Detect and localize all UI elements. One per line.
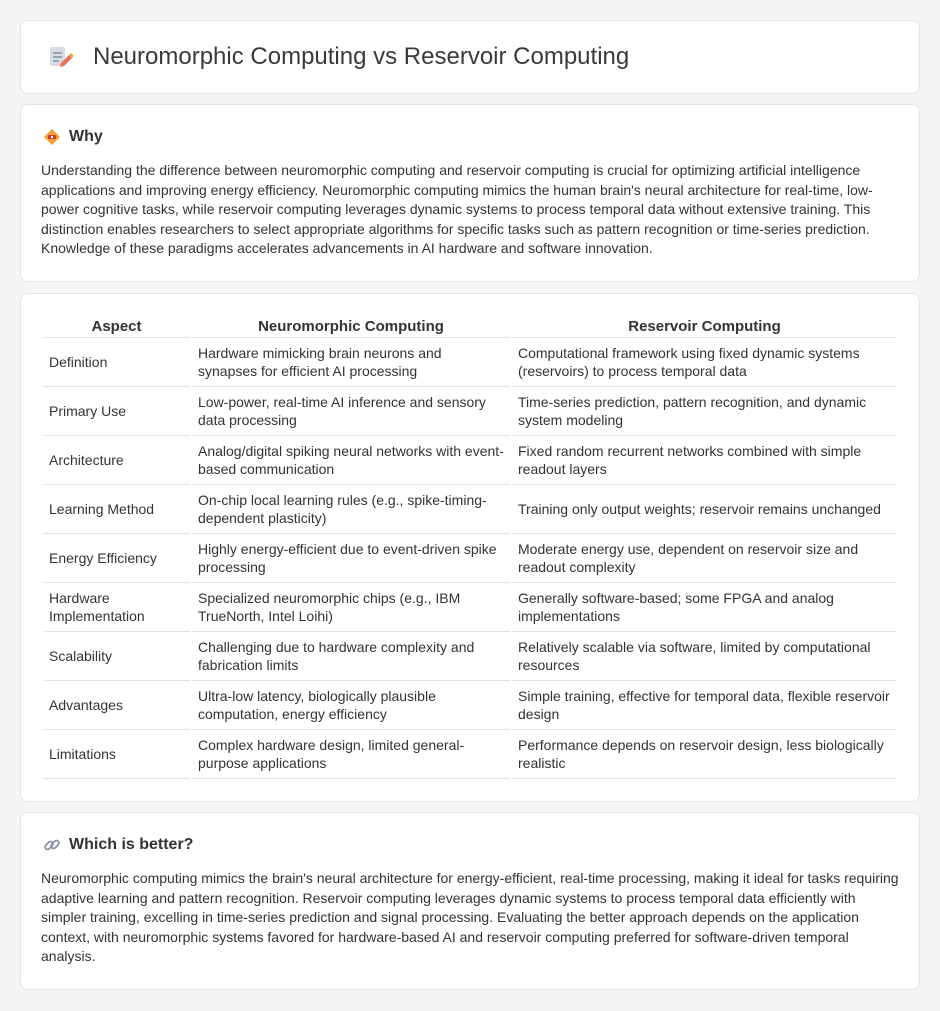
better-body: Neuromorphic computing mimics the brain's neural architecture for energy-efficient, real-time processing, making it ideal for tasks requiring adaptive learning and pattern recognition. Reservoir computing leverages dynamic systems to process temporal data efficiently with simpler training, excelling in time-series prediction and signal processing. Evaluating the better approach depends on the application context, with neuromorphic systems favored for hardware-based AI and reservoir computing preferred for software-driven temporal analysis. [41,870,899,964]
table-row [43,436,897,485]
table-row [43,583,897,632]
header-reservoir: Reservoir Computing [512,314,897,338]
row-neuromorphic: Challenging due to hardware complexity and fabrication limits [192,632,510,681]
which-is-better-section [20,812,920,990]
why-section [20,104,920,282]
table-row [43,387,897,436]
row-reservoir: Performance depends on reservoir design, less biologically realistic [512,730,897,779]
row-aspect: Learning Method [43,485,190,534]
row-reservoir: Simple training, effective for temporal data, flexible reservoir design [512,681,897,730]
comparison-table [41,314,899,779]
row-reservoir: Fixed random recurrent networks combined with simple readout layers [512,436,897,485]
row-aspect: Definition [43,338,190,387]
row-aspect: Hardware Implementation [43,583,190,632]
row-neuromorphic: Analog/digital spiking neural networks with event-based communication [192,436,510,485]
row-aspect: Architecture [43,436,190,485]
row-aspect: Advantages [43,681,190,730]
row-aspect: Primary Use [43,387,190,436]
row-aspect: Energy Efficiency [43,534,190,583]
row-neuromorphic: Highly energy-efficient due to event-driven spike processing [192,534,510,583]
table-row [43,681,897,730]
row-reservoir: Training only output weights; reservoir remains unchanged [512,485,897,534]
table-row [43,338,897,387]
row-aspect: Limitations [43,730,190,779]
row-neuromorphic: On-chip local learning rules (e.g., spike-timing-dependent plasticity) [192,485,510,534]
row-reservoir: Generally software-based; some FPGA and analog implementations [512,583,897,632]
table-row [43,730,897,779]
row-reservoir: Moderate energy use, dependent on reservoir size and readout complexity [512,534,897,583]
row-neuromorphic: Low-power, real-time AI inference and sensory data processing [192,387,510,436]
why-heading: Why [69,128,103,145]
row-reservoir: Time-series prediction, pattern recognition, and dynamic system modeling [512,387,897,436]
header-aspect: Aspect [43,314,190,338]
row-neuromorphic: Complex hardware design, limited general-purpose applications [192,730,510,779]
table-header-row [43,314,897,338]
row-neuromorphic: Specialized neuromorphic chips (e.g., IBM TrueNorth, Intel Loihi) [192,583,510,632]
why-body: Understanding the difference between neuromorphic computing and reservoir computing is crucial for optimizing artificial intelligence applications and improving energy efficiency. Neuromorphic computing mimics the human brain's neural architecture for real-time, low-power cognitive tasks, while reservoir computing leverages dynamic systems to process temporal data without extensive training. This distinction enables researchers to select appropriate algorithms for specific tasks such as pattern recognition or time-series prediction. Knowledge of these paradigms accelerates advancements in AI hardware and software innovation. [41,162,873,256]
better-heading: Which is better? [69,836,194,853]
header-neuromorphic: Neuromorphic Computing [192,314,510,338]
document-edit-icon [47,44,73,70]
row-reservoir: Computational framework using fixed dynamic systems (reservoirs) to process temporal data [512,338,897,387]
table-row [43,485,897,534]
row-neuromorphic: Ultra-low latency, biologically plausible computation, energy efficiency [192,681,510,730]
table-row [43,534,897,583]
row-reservoir: Relatively scalable via software, limited by computational resources [512,632,897,681]
row-neuromorphic: Hardware mimicking brain neurons and synapses for efficient AI processing [192,338,510,387]
comparison-table-card [20,293,920,802]
link-icon [43,836,61,854]
row-aspect: Scalability [43,632,190,681]
warning-diamond-icon [43,128,61,146]
table-row [43,632,897,681]
title-card [20,20,920,94]
page-title: Neuromorphic Computing vs Reservoir Computing [93,43,630,70]
